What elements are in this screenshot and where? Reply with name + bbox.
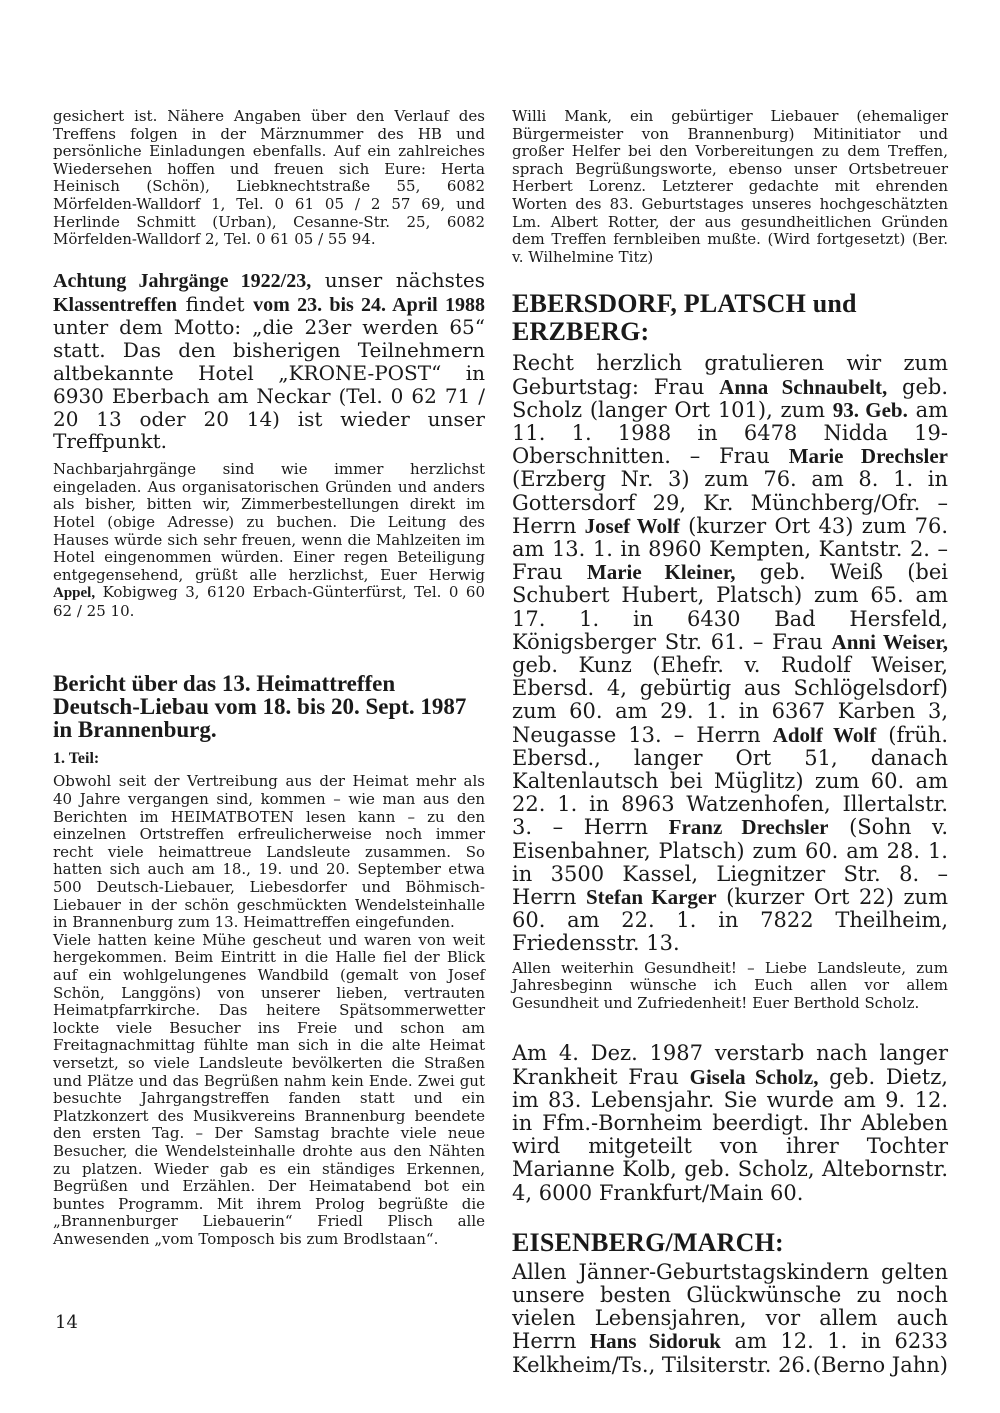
klassentreffen-announcement: Achtung Jahrgänge 1922/23, unser nächstes Klassentreffen findet vom 23. bis 24. April 1988 unter dem Motto: „die 23er werden 65“ statt. Das den bisherigen Teilnehmern altbekannte Hotel „KRONE-POST“ in 6930 Eberbach am Neckar (Tel. 0 62 71 / 20 13 oder 20 14) ist wieder unser Treffpunkt. [53,267,485,454]
ebersdorf-birthdays-paragraph: Recht herzlich gratulieren wir zum Geburtstag: Frau Anna Schnaubelt, geb. Scholz (langer Ort 101), zum 93. Geb. am 11. 1. 1988 in 6478 Nidda 19-Oberschnitten. – Frau Marie Drechsler (Erzberg Nr. 3) zum 76. am 8. 1. in Gottersdorf 29, Kr. Münchberg/Ofr. – Herrn Josef Wolf (kurzer Ort 43) zum 76. am 13. 1. in 8960 Kempten, Kantstr. 2. – Frau Marie Kleiner, geb. Weiß (bei Schubert Hubert, Platsch) zum 65. am 17. 1. in 6430 Bad Hersfeld, Königsberger Str. 61. – Frau Anni Weiser, geb. Kunz (Ehefr. v. Rudolf Weiser, Ebersd. 4, gebürtig aus Schlögelsdorf) zum 60. am 29. 1. in 6367 Karben 3, Neugasse 13. – Herrn Adolf Wolf (früh. Ebersd., langer Ort 51, danach Kaltenlautsch bei Müglitz) zum 60. am 22. 1. in 8963 Watzenhofen, Illertalstr. 3. – Herrn Franz Drechsler (Sohn v. Eisenbahner, Platsch) zum 60. am 28. 1. in 3500 Kassel, Liegnitzer Str. 8. – Herrn Stefan Karger (kurzer Ort 22) zum 60. am 22. 1. in 7822 Theilheim, Friedensstr. 13. [512,351,949,956]
signature: (Berno Jahn) [812,1352,948,1377]
bericht-continuation-paragraph: Willi Mank, ein gebürtiger Liebauer (ehemaliger Bürgermeister von Brannenburg) Mitinitiator und großer Helfer bei den Vorbereitungen zu dem Treffen, sprach Begrüßungsworte, ebenso unser Ortsbetreuer Herbert Lorenz. Letzterer gedachte mit ehrenden Worten des 83. Geburtstages unseres hochgeschätzten Lm. Albert Rotter, der aus gesundheitlichen Gründen dem Treffen fernbleiben mußte. (Wird fortgesetzt) (Ber. v. Wilhelmine Titz) [512,107,948,266]
treffen-info-paragraph: gesichert ist. Nähere Angaben über den Verlauf des Treffens folgen in der Märznummer des HB und persönliche Einladungen ebenfalls. Auf ein zahlreiches Wiedersehen hoffen und freuen sich Eure: Herta Heinisch (Schön), Liebknechtstraße 55, 6082 Mörfelden-Walldorf 1, Tel. 0 61 05 / 2 57 69, und Herlinde Schmitt (Urban), Cesanne-Str. 25, 6082 Mörfelden-Walldorf 2, Tel. 0 61 05 / 55 94. [53,107,485,249]
bericht-heading: Bericht über das 13. Heimattreffen Deutsch-Liebau vom 18. bis 20. Sept. 1987 in Brannenburg. [53,671,467,743]
nachbarjahrgaenge-paragraph: Nachbarjahrgänge sind wie immer herzlichst eingeladen. Aus organisatorischen Gründen und anders als bisher, bitten wir, Zimmerbestellungen direkt im Hotel (obige Adresse) zu buchen. Die Leitung des Hauses würde sich sehr freuen, wenn die Mahlzeiten im Hotel eingenommen würden. Einer regen Beteiligung entgegensehend, grüßt alle herzlichst, Euer Herwig Appel, Kobigweg 3, 6120 Erbach-Günterfürst, Tel. 0 60 62 / 25 10. [53,460,485,620]
eisenberg-paragraph: Allen Jänner-Geburtstagskindern gelten unsere besten Glückwünsche zu noch vielen Lebensjahren, vor allem auch Herrn Hans Sidoruk am 12. 1. in 6233 Kelkheim/Ts., Tilsiterstr. 26. (Berno Jahn) [512,1259,948,1377]
left-column [53,108,485,1249]
bericht-paragraph-2: Viele hatten keine Mühe gescheut und waren von weit hergekommen. Beim Eintritt in die Halle fiel der Blick auf ein wohlgelungenes Wandbild (gemalt von Josef Schön, Langgöns) von unserer lieben, vertrauten Heimatpfarrkirche. Das heitere Spätsommerwetter lockte viele Besucher ins Freie und schon am Freitagnachmittag fühlte man sich in die alte Heimat versetzt, so viele Landsleute bevölkerten die Straßen und Plätze und das Begrüßen nahm kein Ende. Zwei gut besuchte Jahrgangstreffen fanden statt und ein Platzkonzert des Musikvereins Brannenburg beendete den ersten Tag. – Der Samstag brachte viele neue Besucher, die Wendelsteinhalle drohte aus den Nähten zu platzen. Wieder gab es ein ständiges Erkennen, Begrüßen und Erzählen. Der Heimatabend bot ein buntes Programm. Mit ihrem Prolog begrüßte die „Brannenburger Liebauerin“ Friedl Plisch alle Anwesenden „vom Tomposch bis zum Brodlstaan“. [53,930,485,1248]
ebersdorf-heading: EBERSDORF, PLATSCH und ERZBERG: [512,289,857,347]
obituary-paragraph: Am 4. Dez. 1987 verstarb nach langer Krankheit Frau Gisela Scholz, geb. Dietz, im 83. Lebensjahr. Sie wurde am 9. 12. in Ffm.-Bornheim beerdigt. Ihr Ableben wird mitgeteilt von ihrer Tochter Marianne Kolb, geb. Scholz, Altebornstr. 4, 6000 Frankfurt/Main 60. [512,1041,948,1205]
right-column [512,108,948,1377]
page-number: 14 [55,1312,78,1333]
eisenberg-heading: EISENBERG/MARCH: [512,1227,784,1257]
bericht-paragraph-1: Obwohl seit der Vertreibung aus der Heimat mehr als 40 Jahre vergangen sind, kommen – wie man aus den Berichten im HEIMATBOTEN lesen kann – zu den einzelnen Ortstreffen erfreulicherweise noch immer recht viele heimattreue Landsleute zusammen. So hatten sich auch am 18., 19. und 20. September etwa 500 Deutsch-Liebauer, Liebesdorfer und Böhmisch-Liebauer in der schön geschmückten Wendelsteinhalle in Brannenburg zum 13. Heimattreffen eingefunden. [53,772,485,932]
teil-label: 1. Teil: [53,750,100,768]
wishes-paragraph: Allen weiterhin Gesundheit! – Liebe Landsleute, zum Jahresbeginn wünsche ich Euch allen vor allem Gesundheit und Zufriedenheit! Euer Berthold Scholz. [512,958,948,1012]
